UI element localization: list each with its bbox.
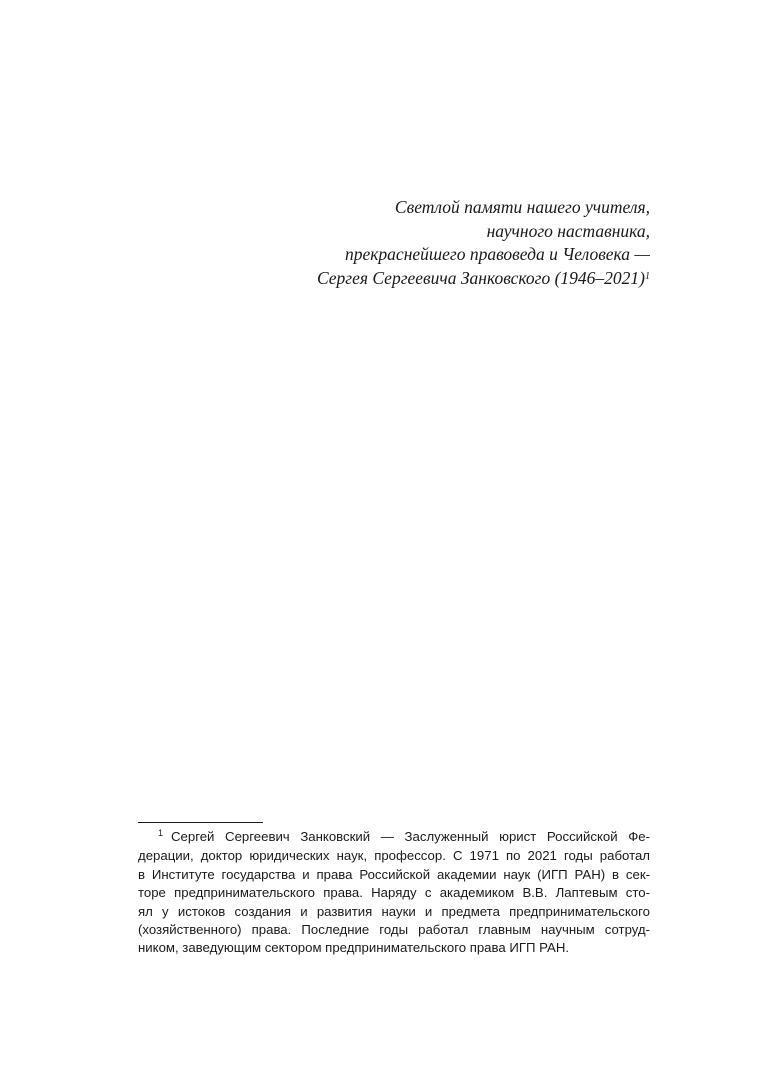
dedication-epigraph (200, 196, 650, 290)
footnote-line: ником, заведующим сектором предпринимательского права ИГП РАН. (138, 940, 570, 956)
dedication-line (200, 267, 650, 291)
dedication-line: научного наставника, (486, 220, 650, 241)
footnote-separator (138, 822, 263, 823)
footnote-line-text: Сергей Сергеевич Занковский — Заслуженный юрист Российской Фе- (171, 829, 650, 844)
footnote-line: ял у истоков создания и развития науки и предмета предпринимательского (138, 903, 650, 919)
dedication-line-text: Сергея Сергеевича Занковского (1946–2021) (316, 267, 645, 288)
footnote-line: торе предпринимательского права. Наряду с академиком В.В. Лаптевым сто- (138, 885, 650, 901)
footnote-line: дерации, доктор юридических наук, профессор. С 1971 по 2021 годы работал (138, 848, 650, 864)
dedication-line: Светлой памяти нашего учителя, (394, 197, 650, 217)
footnote-line (138, 828, 650, 847)
footnote (138, 828, 650, 958)
footnote-reference[interactable]: 1 (645, 270, 650, 282)
footnote-marker: 1 (158, 828, 164, 838)
dedication-line: прекраснейшего правоведа и Человека — (344, 244, 650, 264)
footnote-line: (хозяйственного) права. Последние годы работал главным научным сотруд- (138, 922, 650, 938)
footnote-line: в Институте государства и права Российской академии наук (ИГП РАН) в сек- (138, 866, 650, 882)
